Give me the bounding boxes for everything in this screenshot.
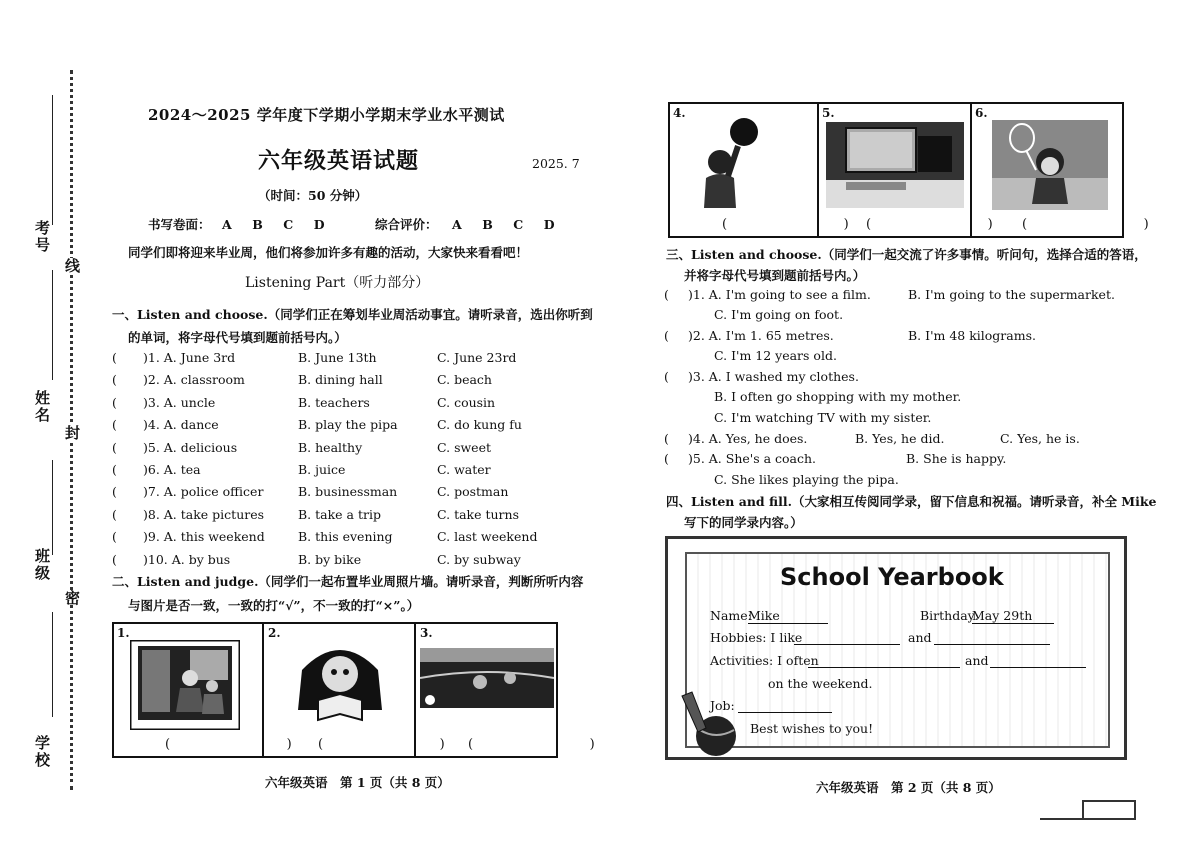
school-label: 学校: [33, 735, 51, 769]
picture-children-window: [130, 640, 240, 730]
s1-q6-option-b: B. juice: [298, 462, 346, 477]
class-field[interactable]: [52, 460, 55, 555]
yb-activities-label: Activities: I often: [710, 653, 819, 668]
name-field[interactable]: [52, 270, 55, 380]
s1-q9-option-a: )9. A. this weekend: [143, 529, 265, 545]
writing-grade-options[interactable]: A B C D: [222, 217, 329, 232]
footer-page-1: 六年级英语 第 1 页（共 8 页）: [265, 775, 450, 790]
s1-q9-option-b: B. this evening: [298, 529, 393, 545]
yb-weekend-text: on the weekend.: [768, 676, 873, 691]
s3-q1-bracket[interactable]: (: [664, 287, 669, 302]
picture-basketball-player: [698, 116, 768, 208]
listening-part-title: Listening Part（听力部分）: [245, 275, 430, 291]
section3-title: 三、Listen and choose.（同学们一起交流了许多事情。听问句，选择合适的答语，: [666, 247, 1147, 262]
yb-hobbies-label: Hobbies: I like: [710, 630, 803, 645]
exam-no-label: 考号: [33, 220, 51, 254]
s1-q4-option-a: )4. A. dance: [143, 417, 219, 433]
s1-q9-bracket[interactable]: (: [112, 529, 117, 545]
s1-q1-bracket[interactable]: (: [112, 350, 117, 365]
yb-job-label: Job:: [710, 698, 735, 713]
s3-q2-option-b: B. I'm 48 kilograms.: [908, 328, 1036, 343]
answer-blank-pic4[interactable]: ( ): [722, 217, 869, 232]
yb-hobby-blank-2[interactable]: [934, 644, 1050, 645]
yearbook-title: School Yearbook: [780, 563, 1004, 591]
pencil-ball-icon: [672, 690, 742, 760]
s1-q3-option-c: C. cousin: [437, 394, 496, 410]
yb-hobby-blank-1[interactable]: [794, 644, 900, 645]
class-label: 班级: [33, 548, 51, 582]
pic-number-6: 6.: [975, 106, 988, 120]
yb-wishes: Best wishes to you!: [750, 721, 874, 736]
exam-date: 2025. 7: [532, 156, 580, 171]
answer-blank-pic5[interactable]: ( ): [866, 217, 1013, 232]
yb-activity-blank-2[interactable]: [990, 667, 1086, 668]
section4-title: 四、Listen and fill.（大家相互传阅同学录，留下信息和祝福。请听录音，补全 Mike: [666, 494, 1157, 509]
picture-football-field: [420, 648, 554, 708]
yb-job-blank[interactable]: [738, 712, 832, 713]
exam-duration: （时间：50 分钟）: [258, 188, 368, 203]
picture-computer-desk: [826, 122, 964, 208]
yb-and-2: and: [965, 653, 989, 668]
s3-q3-bracket[interactable]: (: [664, 369, 669, 384]
s3-q4-option-c: C. Yes, he is.: [1000, 431, 1080, 446]
s1-q5-bracket[interactable]: (: [112, 439, 117, 455]
overall-grade-label: 综合评价：: [375, 217, 438, 232]
s3-q5-bracket[interactable]: (: [664, 451, 669, 466]
exam-no-field[interactable]: [52, 95, 55, 225]
s3-q3-option-c: C. I'm watching TV with my sister.: [714, 410, 932, 425]
answer-blank-pic6[interactable]: ( ): [1022, 217, 1169, 232]
s1-q2-option-c: C. beach: [437, 372, 492, 388]
yb-birthday-label: Birthday:: [920, 608, 979, 623]
corner-tab: [1082, 800, 1136, 820]
corner-line: [1040, 818, 1134, 820]
s1-q10-option-c: C. by subway: [437, 551, 521, 567]
pic-number-1: 1.: [117, 626, 130, 640]
s1-q8-option-c: C. take turns: [437, 506, 520, 522]
s1-q8-option-b: B. take a trip: [298, 506, 381, 522]
s3-q5-option-c: C. She likes playing the pipa.: [714, 472, 899, 487]
s1-q2-option-b: B. dining hall: [298, 372, 383, 388]
s1-q7-option-a: )7. A. police officer: [143, 484, 264, 500]
s1-q3-option-a: )3. A. uncle: [143, 394, 216, 410]
s1-q1-option-c: C. June 23rd: [437, 350, 517, 365]
s1-q10-option-b: B. by bike: [298, 551, 362, 567]
yb-and-1: and: [908, 630, 932, 645]
s1-q5-option-b: B. healthy: [298, 439, 363, 455]
yb-birthday-value: May 29th: [972, 608, 1054, 624]
pic-number-4: 4.: [673, 106, 686, 120]
s1-q1-option-b: B. June 13th: [298, 350, 377, 365]
seal-char-line: 线: [63, 258, 81, 273]
pic-number-3: 3.: [420, 626, 433, 640]
section1-title-2: 的单词，将字母代号填到题前括号内。）: [128, 330, 347, 345]
s3-q5-option-a: )5. A. She's a coach.: [688, 451, 817, 466]
s3-q3-option-a: )3. A. I washed my clothes.: [688, 369, 859, 384]
school-field[interactable]: [52, 612, 55, 717]
s1-q2-bracket[interactable]: (: [112, 372, 117, 388]
s1-q6-bracket[interactable]: (: [112, 462, 117, 477]
picture-girl-reading: [292, 640, 388, 726]
section1-title: 一、Listen and choose.（同学们正在筹划毕业周活动事宜。请听录音，选出你听到: [112, 307, 593, 322]
intro-text: 同学们即将迎来毕业周，他们将参加许多有趣的活动，大家快来看看吧！: [128, 245, 529, 260]
s3-q1-option-a: )1. A. I'm going to see a film.: [688, 287, 871, 302]
s3-q1-option-b: B. I'm going to the supermarket.: [908, 287, 1115, 302]
seal-char-seal: 封: [63, 425, 81, 440]
writing-grade-label: 书写卷面：: [148, 217, 211, 232]
s1-q5-option-a: )5. A. delicious: [143, 439, 238, 455]
s1-q4-option-b: B. play the pipa: [298, 417, 398, 433]
s1-q3-bracket[interactable]: (: [112, 394, 117, 410]
section4-title-2: 写下的同学录内容。）: [684, 515, 803, 530]
yb-name-label: Name:: [710, 608, 752, 623]
yb-activity-blank-1[interactable]: [808, 667, 960, 668]
s3-q2-bracket[interactable]: (: [664, 328, 669, 343]
s3-q4-option-a: )4. A. Yes, he does.: [688, 431, 808, 446]
s3-q5-option-b: B. She is happy.: [906, 451, 1007, 466]
exam-title: 2024～2025 学年度下学期小学期末学业水平测试: [148, 106, 505, 124]
s1-q5-option-c: C. sweet: [437, 439, 491, 455]
s1-q6-option-c: C. water: [437, 462, 491, 477]
s1-q4-option-c: C. do kung fu: [437, 417, 522, 433]
subject-title: 六年级英语试题: [258, 148, 420, 174]
overall-grade-options[interactable]: A B C D: [452, 217, 559, 232]
seal-char-mi: 密: [63, 590, 81, 605]
pic-number-5: 5.: [822, 106, 835, 120]
section2-title-2: 与图片是否一致，一致的打“√”，不一致的打“×”。）: [128, 598, 420, 613]
yb-name-value: Mike: [748, 608, 828, 624]
s1-q10-option-a: )10. A. by bus: [143, 551, 231, 567]
s3-q2-option-c: C. I'm 12 years old.: [714, 348, 837, 363]
answer-blank-pic1[interactable]: ( ): [165, 737, 312, 752]
name-label: 姓名: [33, 390, 51, 424]
s1-q9-option-c: C. last weekend: [437, 529, 538, 545]
answer-blank-pic2[interactable]: ( ): [318, 737, 465, 752]
s1-q6-option-a: )6. A. tea: [143, 462, 201, 477]
s1-q7-option-c: C. postman: [437, 484, 509, 500]
s3-q4-bracket[interactable]: (: [664, 431, 669, 446]
footer-page-2: 六年级英语 第 2 页（共 8 页）: [816, 780, 1001, 795]
s3-q4-option-b: B. Yes, he did.: [855, 431, 945, 446]
s1-q7-bracket[interactable]: (: [112, 484, 117, 500]
s1-q2-option-a: )2. A. classroom: [143, 372, 245, 388]
s1-q7-option-b: B. businessman: [298, 484, 398, 500]
section2-title: 二、Listen and judge.（同学们一起布置毕业周照片墙。请听录音，判断所听内容: [112, 574, 584, 589]
section3-title-2: 并将字母代号填到题前括号内。）: [684, 268, 866, 283]
s1-q8-bracket[interactable]: (: [112, 506, 117, 522]
picture-badminton-boy: [992, 120, 1108, 210]
s3-q2-option-a: )2. A. I'm 1. 65 metres.: [688, 328, 834, 343]
s3-q1-option-c: C. I'm going on foot.: [714, 307, 844, 322]
s1-q3-option-b: B. teachers: [298, 394, 370, 410]
pic-number-2: 2.: [268, 626, 281, 640]
s1-q4-bracket[interactable]: (: [112, 417, 117, 433]
s1-q1-option-a: )1. A. June 3rd: [143, 350, 236, 365]
s1-q8-option-a: )8. A. take pictures: [143, 506, 265, 522]
answer-blank-pic3[interactable]: ( ): [468, 737, 615, 752]
s1-q10-bracket[interactable]: (: [112, 551, 117, 567]
s3-q3-option-b: B. I often go shopping with my mother.: [714, 389, 962, 404]
